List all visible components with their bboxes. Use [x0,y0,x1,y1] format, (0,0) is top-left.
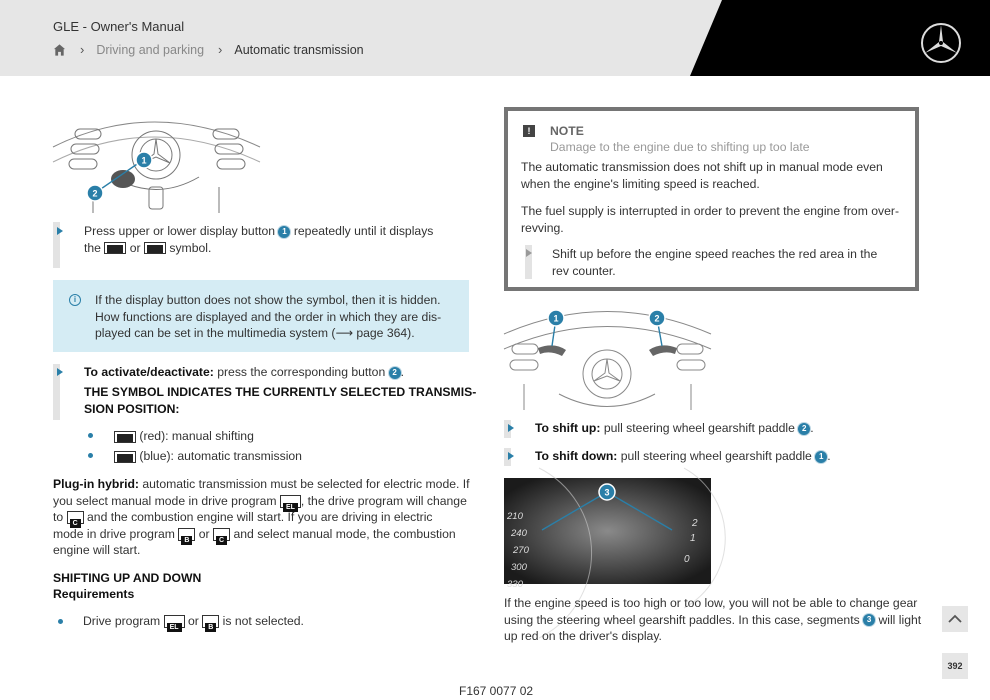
chevron-right-icon: › [218,42,223,57]
steering-wheel-buttons-illustration [53,107,260,213]
drive-program-c-key: C [213,528,230,541]
callout-2: 2 [92,188,98,199]
drive-program-c-key: C [67,511,84,524]
requirement-item: Drive program EL or B is not selected. [83,614,304,632]
page-number-badge: 392 [942,653,968,679]
callout-1: 1 [815,451,827,463]
bullet-icon [88,433,93,438]
bullet-manual-shifting: (red): manual shifting [114,428,254,445]
info-line: If the display button does not show the symbol, then it is hidden. [95,293,441,307]
step-arrow-icon [526,249,532,257]
drive-program-b-key: B [178,528,195,541]
cluster-speed-scale: 210 240 270 300 330 [507,511,529,590]
instrument-cluster-image [504,478,711,590]
info-box [53,280,469,352]
plug-in-hybrid-paragraph: Plug-in hybrid: automatic transmission must be selected for electric mode. If you select manual mode in drive program EL , the drive program will change to C and the combustion engine will start. If you are driving in electric mode in drive program B or C and select manual mode, the combustion engine will start. [53,477,470,557]
note-paragraph-1: The automatic transmission does not shift up in manual mode even when the engine's limiting speed is reached. [521,160,883,191]
chevron-up-icon [942,606,968,632]
symbol-heading: THE SYMBOL INDICATES THE CURRENTLY SELECTED TRANSMIS- SION POSITION: [84,385,477,416]
breadcrumb-automatic-transmission: Automatic transmission [234,42,364,57]
subheading-requirements: Requirements [53,587,135,601]
info-icon: i [69,294,81,306]
bullet-icon [88,453,93,458]
step-arrow-icon [57,227,63,235]
bullet-icon [58,619,63,624]
gear-change-paragraph: If the engine speed is too high or too low, you will not be able to change gear using the steering wheel gearshift paddles. In this case, segments 3 will light up red on the driver's display. [504,596,922,643]
automatic-shift-symbol-icon [114,451,136,463]
bullet-automatic-transmission: (blue): automatic transmission [114,448,302,465]
drive-program-el-key: EL [164,615,185,628]
shift-down-text: To shift down: pull steering wheel gearshift paddle 1 . [535,449,831,463]
manual-shift-symbol-icon [104,242,126,254]
section-heading-shifting: SHIFTING UP AND DOWN [53,571,202,585]
cluster-rpm-scale: 2 1 0 [684,518,698,565]
mercedes-star-logo[interactable] [920,22,962,64]
home-icon[interactable] [53,43,66,57]
callout-3: 3 [863,614,875,626]
callout-1: 1 [141,155,147,166]
drive-program-el-key: EL [280,495,301,508]
step-display-button-text: Press upper or lower display button 1 repeatedly until it displays the or symbol. [84,224,434,255]
info-line: played can be set in the multimedia system (⟶ page 364). [95,326,415,340]
callout-3: 3 [604,487,610,498]
chevron-right-icon: › [80,42,85,57]
shift-up-text: To shift up: pull steering wheel gearshift paddle 2 . [535,421,814,435]
note-step: Shift up before the engine speed reaches the red area in the rev counter. [552,247,878,278]
warning-icon: ! [523,125,535,137]
header-bar [0,0,990,76]
callout-2: 2 [389,367,401,379]
note-title: NOTE [550,124,584,138]
manual-shift-symbol-icon [114,431,136,443]
note-box [504,107,919,291]
drive-program-b-key: B [202,615,219,628]
steering-wheel-paddles-illustration [504,304,711,410]
manual-title: GLE - Owner's Manual [53,19,185,34]
callout-2: 2 [654,313,660,324]
figure-code: F167 0077 02 [459,684,534,698]
callout-1: 1 [278,226,290,238]
activate-text: To activate/deactivate: press the corresponding button 2 . [84,365,405,379]
breadcrumb-driving-and-parking[interactable]: Driving and parking [96,42,205,57]
back-to-top-button[interactable] [942,606,968,632]
note-subtitle: Damage to the engine due to shifting up too late [550,140,810,154]
automatic-shift-symbol-icon [144,242,166,254]
step-arrow-icon [508,452,514,460]
callout-2: 2 [798,423,810,435]
callout-1: 1 [553,313,559,324]
breadcrumb [53,42,364,57]
step-arrow-icon [508,424,514,432]
info-line: How functions are displayed and the order in which they are dis- [95,309,442,324]
step-arrow-icon [57,368,63,376]
note-paragraph-2: The fuel supply is interrupted in order to prevent the engine from over- revving. [521,204,900,235]
